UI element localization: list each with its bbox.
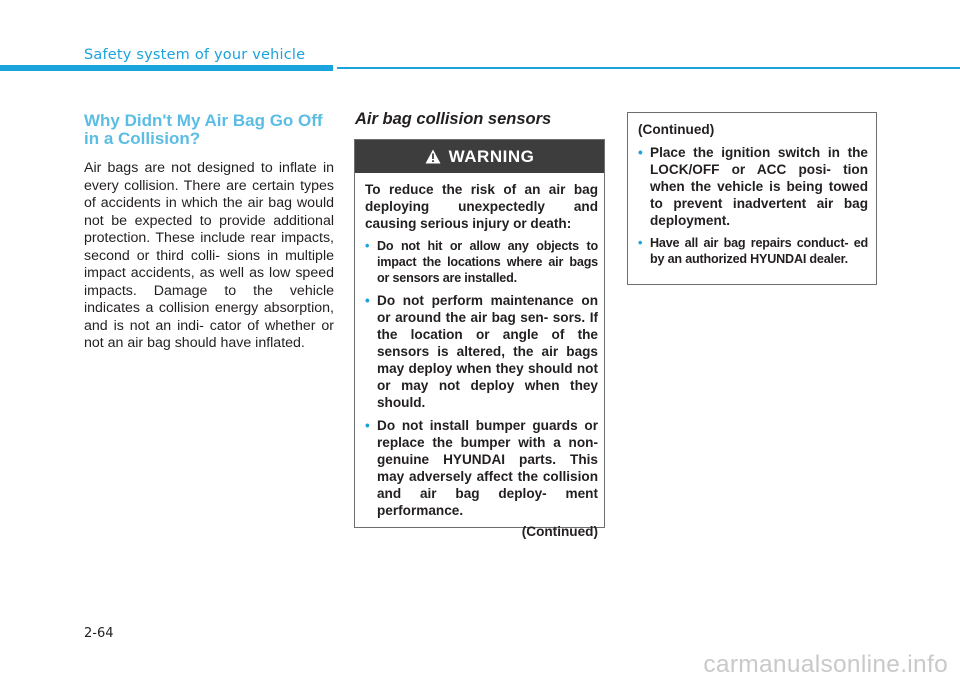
continued-item: • Place the ignition switch in the LOCK/OFF or ACC posi- tion when the vehicle is being towed to prevent inadvertent air bag deployment. [638,144,868,229]
warning-triangle-icon [425,149,441,164]
warning-continued: (Continued) [521,524,598,539]
warning-item: • Do not hit or allow any objects to impact the locations where air bags or sensors are installed. [365,238,598,286]
continued-list [638,144,868,267]
warning-item: • Do not perform maintenance on or around the air bag sen- sors. If the location or angle of the sensors is altered, the air bags may deploy when they should not or may not deploy when they should. [365,292,598,411]
warning-label: WARNING [448,146,535,166]
watermark: carmanualsonline.info [703,651,948,678]
warning-item: • Do not install bumper guards or replace the bumper with a non-genuine HYUNDAI parts. This may adversely affect the collision and air bag deploy- ment performance. [365,417,598,519]
continued-warning-box [627,112,877,285]
page-number: 2-64 [84,626,114,641]
section-header-title: Safety system of your vehicle [84,47,306,63]
header-rule-thick [0,65,333,71]
warning-banner [355,140,604,173]
continued-label: (Continued) [638,122,715,137]
continued-item: • Have all air bag repairs conduct- ed by an authorized HYUNDAI dealer. [638,235,868,267]
collision-sensors-heading: Air bag collision sensors [355,110,552,128]
left-column [84,112,334,353]
warning-list [365,238,598,519]
airbag-no-deploy-body: Air bags are not designed to inflate in every collision. There are certain types of accidents in which the air bag would not be expected to provide additional protection. These include rear impacts, second or third colli- sions in multiple impact accidents, as well as low speed impacts. Damage to the vehicle indicates a collision energy absorption, and is not an indi- cator of whether or not an air bag should have inflated. [84,160,334,351]
airbag-no-deploy-heading: Why Didn't My Air Bag Go Off in a Collision? [84,111,323,148]
warning-box [354,139,605,539]
warning-content [355,173,604,539]
warning-intro: To reduce the risk of an air bag deploying unexpectedly and causing serious injury or death: [365,182,598,231]
header-rule-thin [337,67,960,69]
